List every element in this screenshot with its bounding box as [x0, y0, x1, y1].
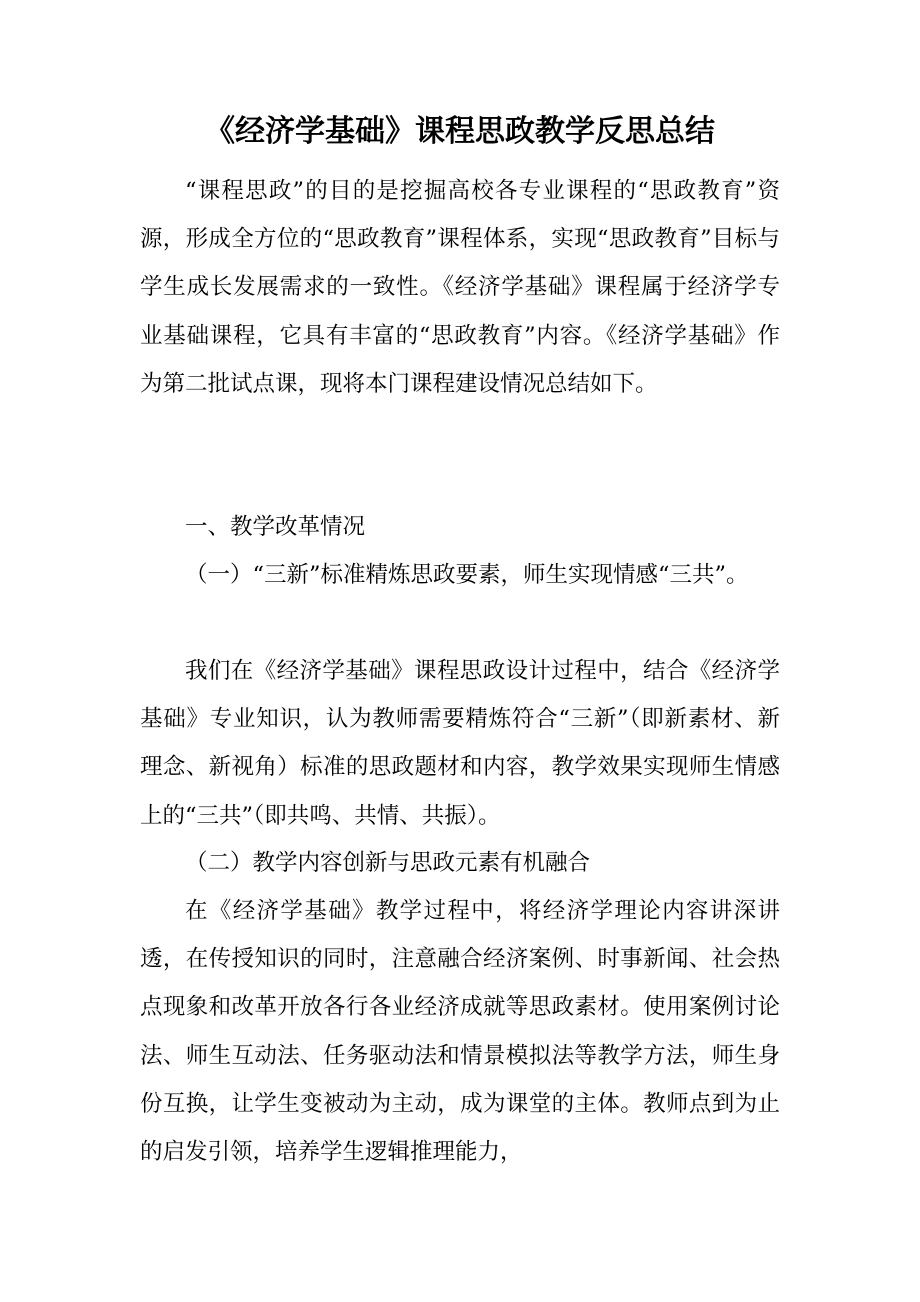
subsection-1-heading: （一）“三新”标准精炼思政要素，师生实现情感“三共”。	[185, 562, 749, 588]
document-title: 《经济学基础》课程思政教学反思总结	[205, 114, 715, 149]
intro-paragraph: “课程思政”的目的是挖掘高校各专业课程的“思政教育”资源，形成全方位的“思政教育”课程体系，实现“思政教育”目标与学生成长发展需求的一致性。《经济学基础》课程属于经济学专业基础课程，它具有丰富的“思政教育”内容。《经济学基础》作为第二批试点课，现将本门课程建设情况总结如下。	[140, 178, 780, 397]
subsection-2-heading: （二）教学内容创新与思政元素有机融合	[185, 850, 591, 876]
section-1-heading: 一、教学改革情况	[185, 514, 366, 540]
subsection-2-body: 在《经济学基础》教学过程中，将经济学理论内容讲深讲透，在传授知识的同时，注意融合经济案例、时事新闻、社会热点现象和改革开放各行各业经济成就等思政素材。使用案例讨论法、师生互动法、任务驱动法和情景模拟法等教学方法，师生身份互换，让学生变被动为主动，成为课堂的主体。教师点到为止的启发引领，培养学生逻辑推理能力，	[140, 898, 780, 1166]
subsection-1-body: 我们在《经济学基础》课程思政设计过程中，结合《经济学基础》专业知识，认为教师需要精炼符合“三新”（即新素材、新理念、新视角）标准的思政题材和内容，教学效果实现师生情感上的“三共”（即共鸣、共情、共振）。	[140, 658, 780, 829]
